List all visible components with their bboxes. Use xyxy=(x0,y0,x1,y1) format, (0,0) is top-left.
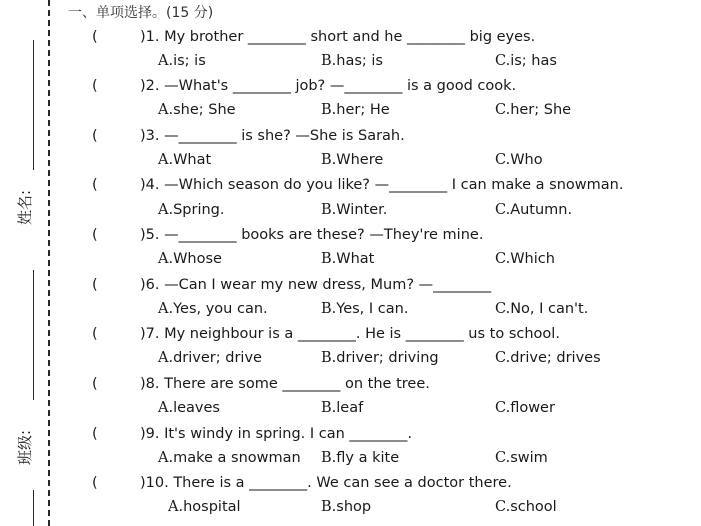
question-8 xyxy=(92,376,692,392)
extra-underline xyxy=(33,490,34,526)
answer-blank[interactable]: ( xyxy=(92,29,98,45)
question-4 xyxy=(92,177,692,193)
answer-blank[interactable]: ( xyxy=(92,326,98,342)
option-b: B.leaf xyxy=(321,400,364,416)
question-stem: )7. My neighbour is a ________. He is ________ us to school. xyxy=(140,326,560,342)
answer-blank[interactable]: ( xyxy=(92,376,98,392)
section-heading: 一、单项选择。(15 分) xyxy=(68,5,214,21)
option-b: B.Winter. xyxy=(321,202,388,218)
option-b: B.has; is xyxy=(321,53,383,69)
option-a: A.hospital xyxy=(168,499,241,515)
answer-blank[interactable]: ( xyxy=(92,78,98,94)
option-c: C.swim xyxy=(495,450,548,466)
question-3 xyxy=(92,128,692,144)
answer-blank[interactable]: ( xyxy=(92,475,98,491)
option-a: A.Whose xyxy=(158,251,222,267)
fold-line xyxy=(48,0,50,526)
question-2 xyxy=(92,78,692,94)
option-a: A.Yes, you can. xyxy=(158,301,268,317)
option-a: A.driver; drive xyxy=(158,350,262,366)
option-a: A.What xyxy=(158,152,212,168)
option-c: C.school xyxy=(495,499,557,515)
answer-blank[interactable]: ( xyxy=(92,277,98,293)
option-c: C.is; has xyxy=(495,53,557,69)
option-a: A.leaves xyxy=(158,400,220,416)
answer-blank[interactable]: ( xyxy=(92,177,98,193)
question-5 xyxy=(92,227,692,243)
answer-blank[interactable]: ( xyxy=(92,128,98,144)
option-b: B.Where xyxy=(321,152,384,168)
option-b: B.What xyxy=(321,251,375,267)
question-stem: )8. There are some ________ on the tree. xyxy=(140,376,430,392)
option-c: C.No, I can't. xyxy=(495,301,589,317)
name-label: 姓名: xyxy=(16,189,35,226)
option-c: C.Who xyxy=(495,152,543,168)
question-stem: )1. My brother ________ short and he ________ big eyes. xyxy=(140,29,536,45)
option-c: C.her; She xyxy=(495,102,572,118)
question-stem: )10. There is a ________. We can see a doctor there. xyxy=(140,475,512,491)
option-c: C.Autumn. xyxy=(495,202,573,218)
option-b: B.driver; driving xyxy=(321,350,439,366)
question-stem: )6. —Can I wear my new dress, Mum? —________ xyxy=(140,277,492,293)
question-stem: )9. It's windy in spring. I can ________. xyxy=(140,426,413,442)
option-b: B.shop xyxy=(321,499,372,515)
question-1 xyxy=(92,29,692,45)
question-stem: )2. —What's ________ job? —________ is a good cook. xyxy=(140,78,517,94)
question-9 xyxy=(92,426,692,442)
option-a: A.she; She xyxy=(158,102,236,118)
question-7 xyxy=(92,326,692,342)
name-underline xyxy=(33,40,34,170)
option-a: A.make a snowman xyxy=(158,450,301,466)
question-stem: )4. —Which season do you like? —________ I can make a snowman. xyxy=(140,177,624,193)
question-6 xyxy=(92,277,692,293)
question-10 xyxy=(92,475,692,491)
option-c: C.Which xyxy=(495,251,555,267)
option-c: C.drive; drives xyxy=(495,350,601,366)
option-a: A.is; is xyxy=(158,53,206,69)
question-stem: )3. —________ is she? —She is Sarah. xyxy=(140,128,405,144)
class-label: 班级: xyxy=(16,429,35,466)
option-c: C.flower xyxy=(495,400,555,416)
option-b: B.fly a kite xyxy=(321,450,400,466)
answer-blank[interactable]: ( xyxy=(92,227,98,243)
class-underline xyxy=(33,270,34,400)
option-a: A.Spring. xyxy=(158,202,225,218)
question-stem: )5. —________ books are these? —They're mine. xyxy=(140,227,484,243)
option-b: B.her; He xyxy=(321,102,390,118)
answer-blank[interactable]: ( xyxy=(92,426,98,442)
option-b: B.Yes, I can. xyxy=(321,301,409,317)
